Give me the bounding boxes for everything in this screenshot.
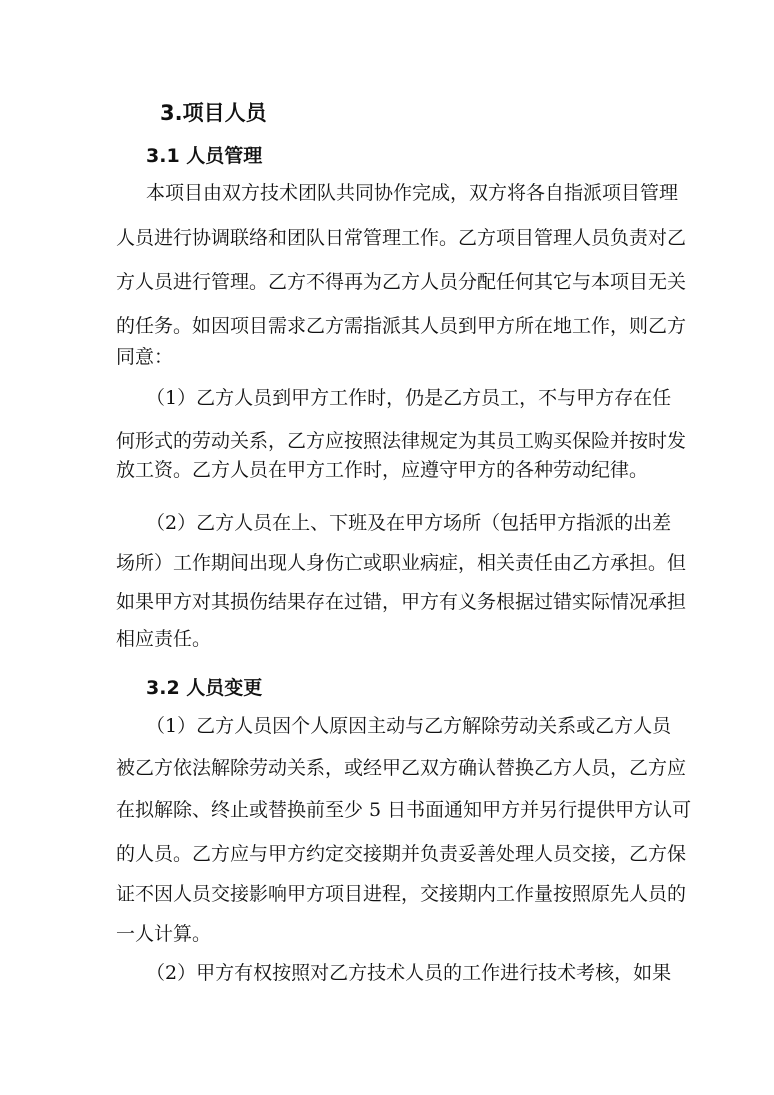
paragraph-line: 同意： <box>116 346 174 368</box>
list-item-line: 证不因人员交接影响甲方项目进程，交接期内工作量按照原先人员的 <box>116 883 687 905</box>
list-item-line: （2）乙方人员在上、下班及在甲方场所（包括甲方指派的出差 <box>146 512 672 534</box>
list-item-line: 如果甲方对其损伤结果存在过错，甲方有义务根据过错实际情况承担 <box>116 591 687 613</box>
list-item-line: 何形式的劳动关系，乙方应按照法律规定为其员工购买保险并按时发 <box>116 430 687 452</box>
paragraph-line: 方人员进行管理。乙方不得再为乙方人员分配任何其它与本项目无关 <box>116 271 687 293</box>
section-3-2-heading: 3.2 人员变更 <box>146 677 263 699</box>
paragraph-line: 本项目由双方技术团队共同协作完成，双方将各自指派项目管理 <box>146 182 679 204</box>
list-item-line: （2）甲方有权按照对乙方技术人员的工作进行技术考核，如果 <box>146 962 672 984</box>
list-item-line: 相应责任。 <box>116 628 212 650</box>
paragraph-line: 的任务。如因项目需求乙方需指派其人员到甲方所在地工作，则乙方 <box>116 315 687 337</box>
list-item-line: （1）乙方人员因个人原因主动与乙方解除劳动关系或乙方人员 <box>146 715 672 737</box>
list-item-line: 放工资。乙方人员在甲方工作时，应遵守甲方的各种劳动纪律。 <box>116 459 649 481</box>
list-item-line: 场所）工作期间出现人身伤亡或职业病症，相关责任由乙方承担。但 <box>116 552 687 574</box>
list-item-line: （1）乙方人员到甲方工作时，仍是乙方员工，不与甲方存在任 <box>146 387 672 409</box>
list-item-line: 在拟解除、终止或替换前至少 5 日书面通知甲方并另行提供甲方认可 <box>116 799 692 821</box>
list-item-line: 的人员。乙方应与甲方约定交接期并负责妥善处理人员交接，乙方保 <box>116 843 687 865</box>
list-item-line: 被乙方依法解除劳动关系，或经甲乙双方确认替换乙方人员，乙方应 <box>116 757 687 779</box>
section-3-heading: 3.项目人员 <box>160 101 267 125</box>
list-item-line: 一人计算。 <box>116 923 212 945</box>
paragraph-line: 人员进行协调联络和团队日常管理工作。乙方项目管理人员负责对乙 <box>116 227 687 249</box>
section-3-1-heading: 3.1 人员管理 <box>146 145 263 167</box>
